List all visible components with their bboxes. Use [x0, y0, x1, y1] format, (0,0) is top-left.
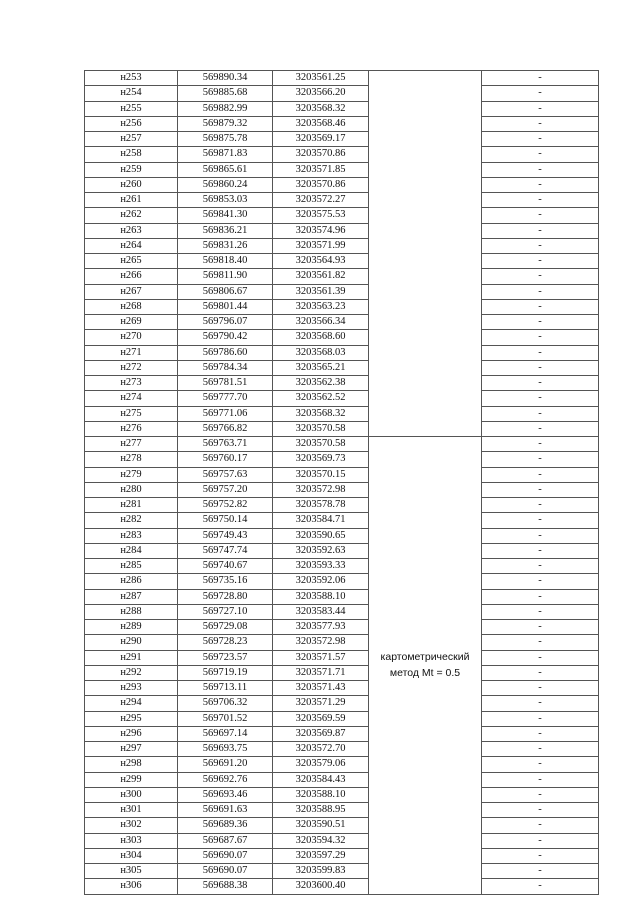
- note-cell: -: [482, 254, 599, 269]
- x-coordinate-cell: 569875.78: [178, 132, 273, 147]
- table-row: [85, 879, 599, 894]
- x-coordinate-cell: 569723.57: [178, 650, 273, 665]
- method-cell: [369, 71, 482, 437]
- table-row: [85, 223, 599, 238]
- y-coordinate-cell: 3203571.85: [273, 162, 369, 177]
- x-coordinate-cell: 569831.26: [178, 238, 273, 253]
- x-coordinate-cell: 569885.68: [178, 86, 273, 101]
- x-coordinate-cell: 569692.76: [178, 772, 273, 787]
- x-coordinate-cell: 569690.07: [178, 848, 273, 863]
- x-coordinate-cell: 569871.83: [178, 147, 273, 162]
- table-row: [85, 101, 599, 116]
- y-coordinate-cell: 3203593.33: [273, 559, 369, 574]
- note-cell: -: [482, 772, 599, 787]
- point-name-cell: н280: [85, 482, 178, 497]
- note-cell: -: [482, 650, 599, 665]
- table-row: [85, 238, 599, 253]
- point-name-cell: н257: [85, 132, 178, 147]
- point-name-cell: н266: [85, 269, 178, 284]
- y-coordinate-cell: 3203590.51: [273, 818, 369, 833]
- point-name-cell: н275: [85, 406, 178, 421]
- point-name-cell: н297: [85, 742, 178, 757]
- table-row: [85, 315, 599, 330]
- table-row: [85, 726, 599, 741]
- table-row: [85, 559, 599, 574]
- x-coordinate-cell: 569786.60: [178, 345, 273, 360]
- note-cell: -: [482, 421, 599, 436]
- x-coordinate-cell: 569796.07: [178, 315, 273, 330]
- table-row: [85, 650, 599, 665]
- note-cell: -: [482, 604, 599, 619]
- note-cell: -: [482, 147, 599, 162]
- point-name-cell: н287: [85, 589, 178, 604]
- table-row: [85, 604, 599, 619]
- x-coordinate-cell: 569760.17: [178, 452, 273, 467]
- point-name-cell: н256: [85, 116, 178, 131]
- x-coordinate-cell: 569693.46: [178, 787, 273, 802]
- table-row: [85, 345, 599, 360]
- x-coordinate-cell: 569693.75: [178, 742, 273, 757]
- y-coordinate-cell: 3203570.58: [273, 421, 369, 436]
- note-cell: -: [482, 101, 599, 116]
- point-name-cell: н293: [85, 681, 178, 696]
- x-coordinate-cell: 569728.80: [178, 589, 273, 604]
- point-name-cell: н260: [85, 177, 178, 192]
- x-coordinate-cell: 569747.74: [178, 543, 273, 558]
- y-coordinate-cell: 3203570.15: [273, 467, 369, 482]
- note-cell: -: [482, 452, 599, 467]
- note-cell: -: [482, 864, 599, 879]
- note-cell: -: [482, 513, 599, 528]
- table-row: [85, 665, 599, 680]
- x-coordinate-cell: 569790.42: [178, 330, 273, 345]
- y-coordinate-cell: 3203577.93: [273, 620, 369, 635]
- table-row: [85, 803, 599, 818]
- note-cell: -: [482, 299, 599, 314]
- y-coordinate-cell: 3203571.29: [273, 696, 369, 711]
- note-cell: -: [482, 467, 599, 482]
- point-name-cell: н301: [85, 803, 178, 818]
- note-cell: -: [482, 330, 599, 345]
- table-row: [85, 543, 599, 558]
- y-coordinate-cell: 3203568.32: [273, 101, 369, 116]
- point-name-cell: н264: [85, 238, 178, 253]
- note-cell: -: [482, 711, 599, 726]
- point-name-cell: н269: [85, 315, 178, 330]
- note-cell: -: [482, 726, 599, 741]
- y-coordinate-cell: 3203568.46: [273, 116, 369, 131]
- y-coordinate-cell: 3203562.52: [273, 391, 369, 406]
- x-coordinate-cell: 569860.24: [178, 177, 273, 192]
- table-row: [85, 620, 599, 635]
- y-coordinate-cell: 3203574.96: [273, 223, 369, 238]
- note-cell: -: [482, 574, 599, 589]
- table-row: [85, 742, 599, 757]
- table-row: [85, 71, 599, 86]
- note-cell: -: [482, 543, 599, 558]
- note-cell: -: [482, 528, 599, 543]
- point-name-cell: н296: [85, 726, 178, 741]
- point-name-cell: н258: [85, 147, 178, 162]
- table-row: [85, 421, 599, 436]
- note-cell: -: [482, 208, 599, 223]
- y-coordinate-cell: 3203568.03: [273, 345, 369, 360]
- y-coordinate-cell: 3203572.98: [273, 482, 369, 497]
- y-coordinate-cell: 3203562.38: [273, 376, 369, 391]
- note-cell: -: [482, 345, 599, 360]
- table-row: [85, 299, 599, 314]
- x-coordinate-cell: 569853.03: [178, 193, 273, 208]
- x-coordinate-cell: 569890.34: [178, 71, 273, 86]
- x-coordinate-cell: 569836.21: [178, 223, 273, 238]
- y-coordinate-cell: 3203588.10: [273, 589, 369, 604]
- point-name-cell: н288: [85, 604, 178, 619]
- y-coordinate-cell: 3203572.70: [273, 742, 369, 757]
- point-name-cell: н300: [85, 787, 178, 802]
- y-coordinate-cell: 3203561.82: [273, 269, 369, 284]
- point-name-cell: н291: [85, 650, 178, 665]
- point-name-cell: н262: [85, 208, 178, 223]
- note-cell: -: [482, 696, 599, 711]
- table-row: [85, 391, 599, 406]
- x-coordinate-cell: 569690.07: [178, 864, 273, 879]
- note-cell: -: [482, 757, 599, 772]
- point-name-cell: н306: [85, 879, 178, 894]
- y-coordinate-cell: 3203569.87: [273, 726, 369, 741]
- x-coordinate-cell: 569735.16: [178, 574, 273, 589]
- y-coordinate-cell: 3203571.71: [273, 665, 369, 680]
- x-coordinate-cell: 569882.99: [178, 101, 273, 116]
- point-name-cell: н294: [85, 696, 178, 711]
- point-name-cell: н295: [85, 711, 178, 726]
- y-coordinate-cell: 3203590.65: [273, 528, 369, 543]
- x-coordinate-cell: 569750.14: [178, 513, 273, 528]
- table-row: [85, 269, 599, 284]
- note-cell: -: [482, 787, 599, 802]
- point-name-cell: н299: [85, 772, 178, 787]
- point-name-cell: н292: [85, 665, 178, 680]
- note-cell: -: [482, 177, 599, 192]
- point-name-cell: н265: [85, 254, 178, 269]
- point-name-cell: н273: [85, 376, 178, 391]
- point-name-cell: н303: [85, 833, 178, 848]
- coordinates-table-body: [85, 71, 599, 895]
- point-name-cell: н272: [85, 360, 178, 375]
- table-row: [85, 284, 599, 299]
- point-name-cell: н290: [85, 635, 178, 650]
- point-name-cell: н271: [85, 345, 178, 360]
- x-coordinate-cell: 569713.11: [178, 681, 273, 696]
- y-coordinate-cell: 3203563.23: [273, 299, 369, 314]
- table-row: [85, 330, 599, 345]
- point-name-cell: н278: [85, 452, 178, 467]
- table-row: [85, 254, 599, 269]
- x-coordinate-cell: 569757.20: [178, 482, 273, 497]
- table-row: [85, 513, 599, 528]
- point-name-cell: н261: [85, 193, 178, 208]
- x-coordinate-cell: 569752.82: [178, 498, 273, 513]
- y-coordinate-cell: 3203584.43: [273, 772, 369, 787]
- point-name-cell: н267: [85, 284, 178, 299]
- x-coordinate-cell: 569728.23: [178, 635, 273, 650]
- x-coordinate-cell: 569757.63: [178, 467, 273, 482]
- point-name-cell: н268: [85, 299, 178, 314]
- y-coordinate-cell: 3203565.21: [273, 360, 369, 375]
- x-coordinate-cell: 569691.20: [178, 757, 273, 772]
- note-cell: -: [482, 406, 599, 421]
- x-coordinate-cell: 569740.67: [178, 559, 273, 574]
- y-coordinate-cell: 3203579.06: [273, 757, 369, 772]
- y-coordinate-cell: 3203592.63: [273, 543, 369, 558]
- note-cell: -: [482, 269, 599, 284]
- x-coordinate-cell: 569811.90: [178, 269, 273, 284]
- x-coordinate-cell: 569719.19: [178, 665, 273, 680]
- point-name-cell: н259: [85, 162, 178, 177]
- note-cell: -: [482, 589, 599, 604]
- point-name-cell: н255: [85, 101, 178, 116]
- x-coordinate-cell: 569691.63: [178, 803, 273, 818]
- y-coordinate-cell: 3203569.73: [273, 452, 369, 467]
- x-coordinate-cell: 569729.08: [178, 620, 273, 635]
- y-coordinate-cell: 3203564.93: [273, 254, 369, 269]
- table-row: [85, 406, 599, 421]
- note-cell: -: [482, 559, 599, 574]
- y-coordinate-cell: 3203568.60: [273, 330, 369, 345]
- point-name-cell: н277: [85, 437, 178, 452]
- table-row: [85, 147, 599, 162]
- y-coordinate-cell: 3203561.39: [273, 284, 369, 299]
- table-row: [85, 833, 599, 848]
- y-coordinate-cell: 3203561.25: [273, 71, 369, 86]
- point-name-cell: н281: [85, 498, 178, 513]
- point-name-cell: н302: [85, 818, 178, 833]
- y-coordinate-cell: 3203566.20: [273, 86, 369, 101]
- y-coordinate-cell: 3203569.59: [273, 711, 369, 726]
- note-cell: -: [482, 162, 599, 177]
- y-coordinate-cell: 3203571.57: [273, 650, 369, 665]
- y-coordinate-cell: 3203578.78: [273, 498, 369, 513]
- y-coordinate-cell: 3203592.06: [273, 574, 369, 589]
- note-cell: -: [482, 193, 599, 208]
- note-cell: -: [482, 665, 599, 680]
- x-coordinate-cell: 569706.32: [178, 696, 273, 711]
- point-name-cell: н304: [85, 848, 178, 863]
- table-row: [85, 193, 599, 208]
- note-cell: -: [482, 482, 599, 497]
- y-coordinate-cell: 3203570.86: [273, 177, 369, 192]
- y-coordinate-cell: 3203575.53: [273, 208, 369, 223]
- y-coordinate-cell: 3203583.44: [273, 604, 369, 619]
- note-cell: -: [482, 848, 599, 863]
- table-row: [85, 498, 599, 513]
- point-name-cell: н254: [85, 86, 178, 101]
- point-name-cell: н282: [85, 513, 178, 528]
- note-cell: -: [482, 681, 599, 696]
- point-name-cell: н274: [85, 391, 178, 406]
- note-cell: -: [482, 71, 599, 86]
- table-row: [85, 757, 599, 772]
- y-coordinate-cell: 3203572.27: [273, 193, 369, 208]
- table-row: [85, 208, 599, 223]
- table-row: [85, 635, 599, 650]
- point-name-cell: н276: [85, 421, 178, 436]
- point-name-cell: н305: [85, 864, 178, 879]
- table-row: [85, 177, 599, 192]
- x-coordinate-cell: 569749.43: [178, 528, 273, 543]
- x-coordinate-cell: 569879.32: [178, 116, 273, 131]
- table-row: [85, 589, 599, 604]
- method-cell: [369, 437, 482, 895]
- y-coordinate-cell: 3203594.32: [273, 833, 369, 848]
- x-coordinate-cell: 569801.44: [178, 299, 273, 314]
- note-cell: -: [482, 818, 599, 833]
- table-row: [85, 86, 599, 101]
- table-row: [85, 482, 599, 497]
- y-coordinate-cell: 3203572.98: [273, 635, 369, 650]
- table-row: [85, 696, 599, 711]
- point-name-cell: н298: [85, 757, 178, 772]
- x-coordinate-cell: 569727.10: [178, 604, 273, 619]
- y-coordinate-cell: 3203600.40: [273, 879, 369, 894]
- note-cell: -: [482, 833, 599, 848]
- y-coordinate-cell: 3203570.86: [273, 147, 369, 162]
- y-coordinate-cell: 3203588.10: [273, 787, 369, 802]
- y-coordinate-cell: 3203570.58: [273, 437, 369, 452]
- x-coordinate-cell: 569865.61: [178, 162, 273, 177]
- x-coordinate-cell: 569806.67: [178, 284, 273, 299]
- note-cell: -: [482, 223, 599, 238]
- note-cell: -: [482, 116, 599, 131]
- table-row: [85, 528, 599, 543]
- note-cell: -: [482, 803, 599, 818]
- table-row: [85, 116, 599, 131]
- x-coordinate-cell: 569688.38: [178, 879, 273, 894]
- point-name-cell: н284: [85, 543, 178, 558]
- y-coordinate-cell: 3203571.43: [273, 681, 369, 696]
- x-coordinate-cell: 569766.82: [178, 421, 273, 436]
- y-coordinate-cell: 3203599.83: [273, 864, 369, 879]
- table-row: [85, 818, 599, 833]
- x-coordinate-cell: 569687.67: [178, 833, 273, 848]
- table-row: [85, 452, 599, 467]
- point-name-cell: н283: [85, 528, 178, 543]
- x-coordinate-cell: 569784.34: [178, 360, 273, 375]
- x-coordinate-cell: 569771.06: [178, 406, 273, 421]
- x-coordinate-cell: 569763.71: [178, 437, 273, 452]
- note-cell: -: [482, 132, 599, 147]
- x-coordinate-cell: 569701.52: [178, 711, 273, 726]
- point-name-cell: н285: [85, 559, 178, 574]
- table-row: [85, 848, 599, 863]
- note-cell: -: [482, 879, 599, 894]
- note-cell: -: [482, 360, 599, 375]
- table-row: [85, 132, 599, 147]
- coordinates-table: [84, 70, 599, 895]
- table-row: [85, 437, 599, 452]
- x-coordinate-cell: 569781.51: [178, 376, 273, 391]
- x-coordinate-cell: 569841.30: [178, 208, 273, 223]
- y-coordinate-cell: 3203597.29: [273, 848, 369, 863]
- table-row: [85, 681, 599, 696]
- y-coordinate-cell: 3203588.95: [273, 803, 369, 818]
- x-coordinate-cell: 569777.70: [178, 391, 273, 406]
- table-row: [85, 772, 599, 787]
- table-row: [85, 162, 599, 177]
- point-name-cell: н286: [85, 574, 178, 589]
- note-cell: -: [482, 742, 599, 757]
- note-cell: -: [482, 86, 599, 101]
- y-coordinate-cell: 3203569.17: [273, 132, 369, 147]
- table-row: [85, 467, 599, 482]
- x-coordinate-cell: 569689.36: [178, 818, 273, 833]
- note-cell: -: [482, 437, 599, 452]
- point-name-cell: н270: [85, 330, 178, 345]
- point-name-cell: н289: [85, 620, 178, 635]
- note-cell: -: [482, 391, 599, 406]
- note-cell: -: [482, 498, 599, 513]
- table-row: [85, 787, 599, 802]
- y-coordinate-cell: 3203568.32: [273, 406, 369, 421]
- point-name-cell: н253: [85, 71, 178, 86]
- note-cell: -: [482, 376, 599, 391]
- y-coordinate-cell: 3203584.71: [273, 513, 369, 528]
- point-name-cell: н263: [85, 223, 178, 238]
- method-label: картометрический метод Mt = 0.5: [380, 651, 470, 680]
- table-row: [85, 360, 599, 375]
- note-cell: -: [482, 238, 599, 253]
- y-coordinate-cell: 3203571.99: [273, 238, 369, 253]
- table-row: [85, 864, 599, 879]
- x-coordinate-cell: 569697.14: [178, 726, 273, 741]
- table-row: [85, 574, 599, 589]
- note-cell: -: [482, 315, 599, 330]
- table-row: [85, 711, 599, 726]
- note-cell: -: [482, 635, 599, 650]
- note-cell: -: [482, 620, 599, 635]
- y-coordinate-cell: 3203566.34: [273, 315, 369, 330]
- x-coordinate-cell: 569818.40: [178, 254, 273, 269]
- point-name-cell: н279: [85, 467, 178, 482]
- note-cell: -: [482, 284, 599, 299]
- table-row: [85, 376, 599, 391]
